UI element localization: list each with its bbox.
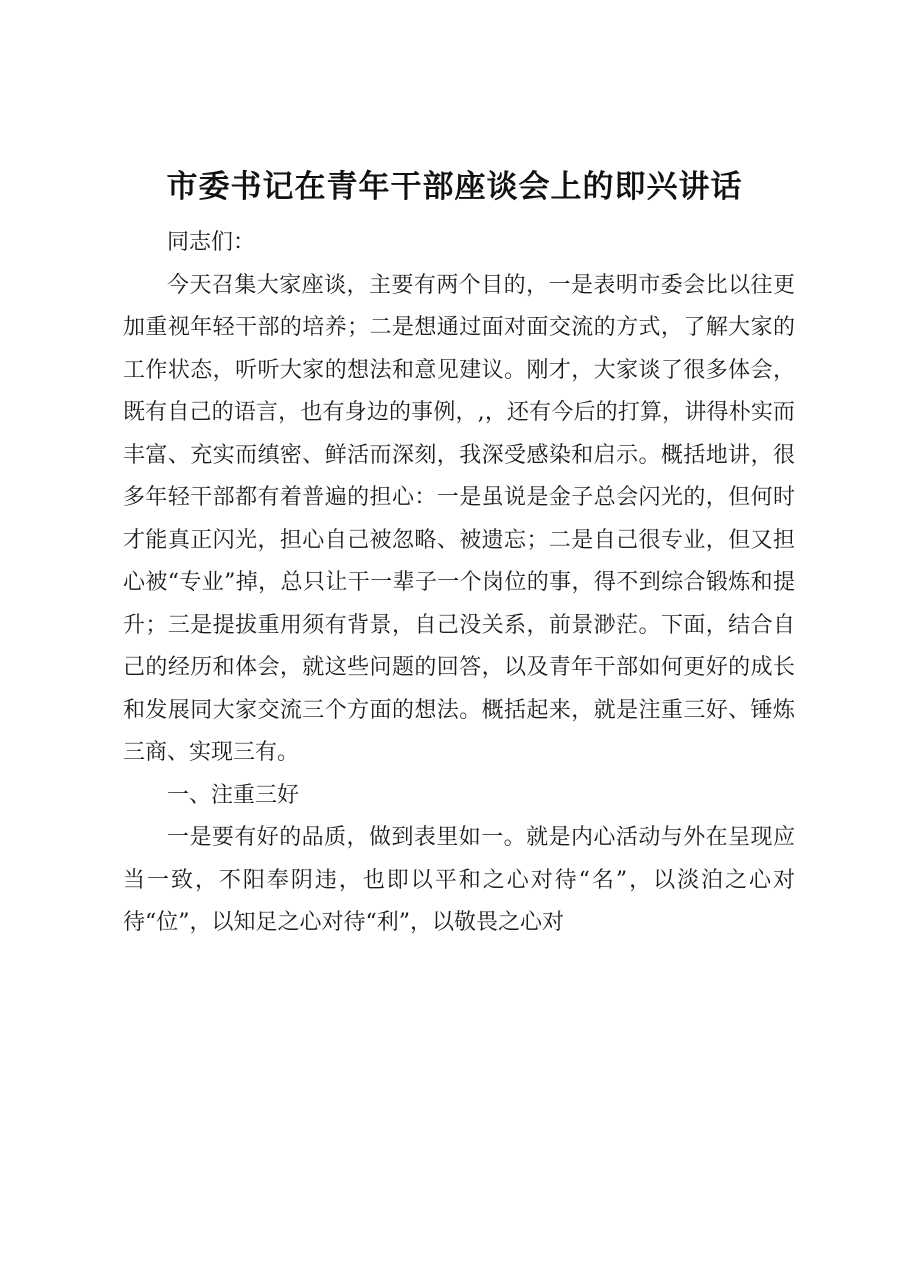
document-body	[123, 222, 795, 945]
section-heading-paragraph: 一、注重三好	[167, 782, 300, 808]
document-title: 市委书记在青年干部座谈会上的即兴讲话	[166, 169, 743, 205]
section-one-paragraph: 一是要有好的品质，做到表里如一。就是内心活动与外在呈现应当一致，不阳奉阴违，也即以平和之心对待“名”，以淡泊之心对待“位”，以知足之心对待“利”，以敬畏之心对	[123, 825, 795, 935]
intro-paragraph: 今天召集大家座谈，主要有两个目的，一是表明市委会比以往更加重视年轻干部的培养；二是想通过面对面交流的方式，了解大家的工作状态，听听大家的想法和意见建议。刚才，大家谈了很多体会，既有自己的语言，也有身边的事例，,，还有今后的打算，讲得朴实而丰富、充实而缜密、鲜活而深刻，我深受感染和启示。概括地讲，很多年轻干部都有着普遍的担心：一是虽说是金子总会闪光的，但何时才能真正闪光，担心自己被忽略、被遗忘；二是自己很专业，但又担心被“专业”掉，总只让干一辈子一个岗位的事，得不到综合锻炼和提升；三是提拔重用须有背景，自己没关系，前景渺茫。下面，结合自己的经历和体会，就这些问题的回答，以及青年干部如何更好的成长和发展同大家交流三个方面的想法。概括起来，就是注重三好、锤炼三商、实现三有。	[123, 272, 795, 765]
salutation-paragraph: 同志们：	[167, 230, 256, 255]
